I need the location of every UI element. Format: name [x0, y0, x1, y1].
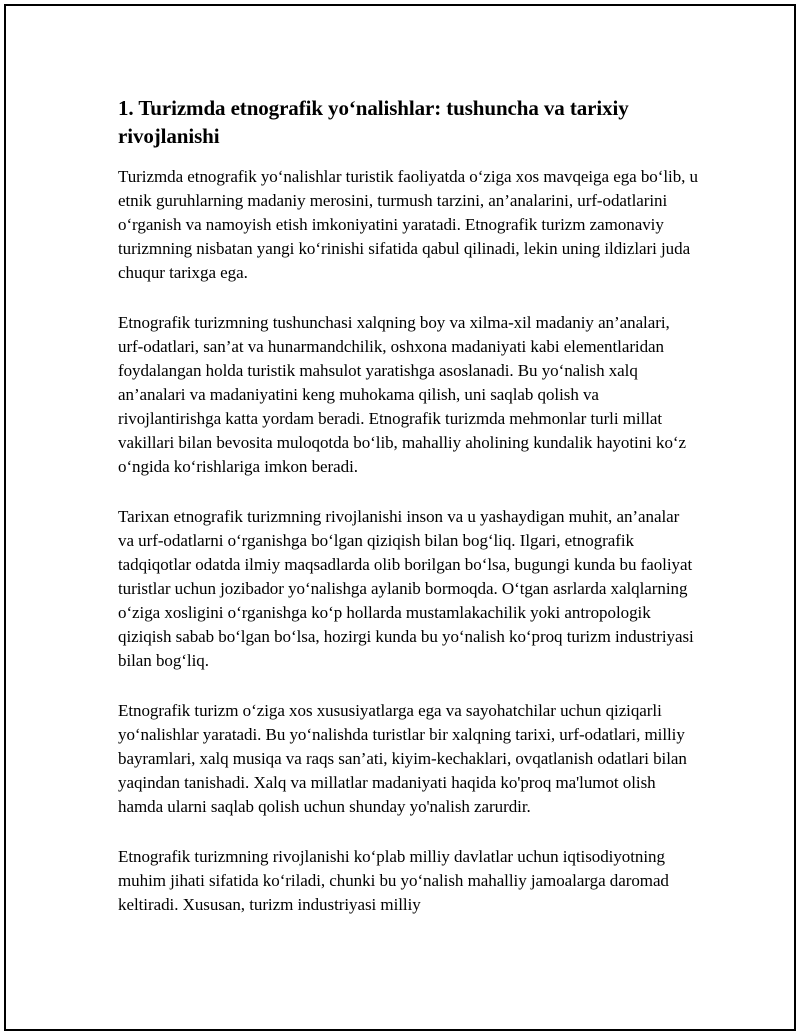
- paragraph-4: Etnografik turizm o‘ziga xos xususiyatlarga ega va sayohatchilar uchun qiziqarli yo‘nalishlar yaratadi. Bu yo‘nalishda turistlar bir xalqning tarixi, urf-odatlari, milliy bayramlari, xalq musiqa va raqs san’ati, kiyim-kechaklari, ovqatlanish odatlari bilan yaqindan tanishadi. Xalq va millatlar madaniyati haqida ko'proq ma'lumot olish hamda ularni saqlab qolish uchun shunday yo'nalish zarurdir.: [118, 701, 687, 816]
- paragraph-2: Etnografik turizmning tushunchasi xalqning boy va xilma-xil madaniy an’analari, urf-odatlari, san’at va hunarmandchilik, oshxona madaniyati kabi elementlaridan foydalangan holda turistik mahsulot yaratishga asoslanadi. Bu yo‘nalish xalq an’analari va madaniyatini keng muhokama qilish, uni saqlab qolish va rivojlantirishga katta yordam beradi. Etnografik turizmda mehmonlar turli millat vakillari bilan bevosita muloqotda bo‘lib, mahalliy aholining kundalik hayotini ko‘z o‘ngida ko‘rishlariga imkon beradi.: [118, 313, 687, 476]
- paragraph-1: Turizmda etnografik yo‘nalishlar turistik faoliyatda o‘ziga xos mavqeiga ega bo‘lib, u etnik guruhlarning madaniy merosini, turmush tarzini, an’analarini, urf-odatlarini o‘rganish va namoyish etish imkoniyatini yaratadi. Etnografik turizm zamonaviy turizmning nisbatan yangi ko‘rinishi sifatida qabul qilinadi, lekin uning ildizlari juda chuqur tarixga ega.: [118, 167, 699, 282]
- paragraph-3: Tarixan etnografik turizmning rivojlanishi inson va u yashaydigan muhit, an’analar va urf-odatlarni o‘rganishga bo‘lgan qiziqish bilan bog‘liq. Ilgari, etnografik tadqiqotlar odatda ilmiy maqsadlarda olib borilgan bo‘lsa, bugungi kunda bu faoliyat turistlar uchun jozibador yo‘nalishga aylanib bormoqda. O‘tgan asrlarda xalqlarning o‘ziga xosligini o‘rganishga ko‘p hollarda mustamlakachilik yoki antropologik qiziqish sabab bo‘lgan bo‘lsa, hozirgi kunda bu yo‘nalish ko‘proq turizm industriyasi bilan bog‘liq.: [118, 507, 694, 670]
- document-body: [118, 94, 698, 943]
- paragraph-5: Etnografik turizmning rivojlanishi ko‘plab milliy davlatlar uchun iqtisodiyotning muhim jihati sifatida ko‘riladi, chunki bu yo‘nalish mahalliy jamoalarga daromad keltiradi. Xususan, turizm industriyasi milliy: [118, 847, 669, 914]
- section-heading: 1. Turizmda etnografik yo‘nalishlar: tushuncha va tarixiy rivojlanishi: [118, 96, 629, 148]
